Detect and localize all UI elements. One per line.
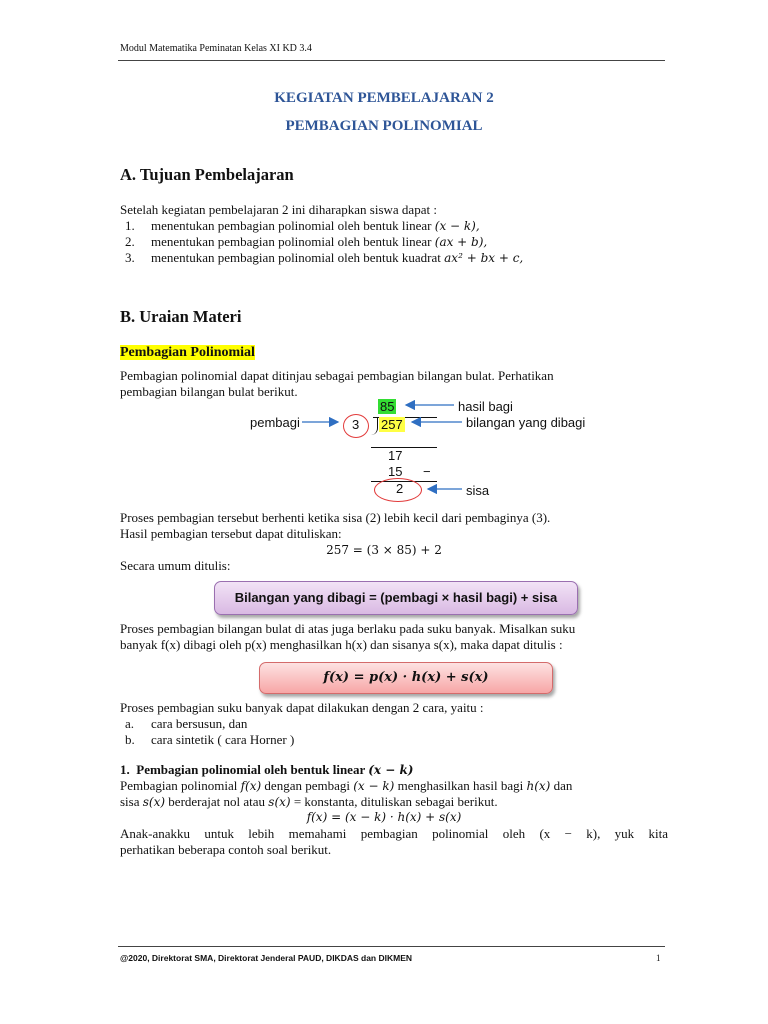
long-division-diagram: [240, 395, 620, 505]
equation-polynomial: f(x) = (x − k) · h(x) + s(x): [306, 810, 462, 824]
header-divider: [118, 60, 665, 61]
paragraph-methods: Proses pembagian suku banyak dapat dilakukan dengan 2 cara, yaitu :: [120, 700, 484, 715]
objective-item: 1. menentukan pembagian polinomial oleh bentuk linear (x − k),: [125, 218, 480, 233]
paragraph-general: Secara umum ditulis:: [120, 558, 231, 573]
step-value: 15: [388, 464, 403, 479]
method-item: a. cara bersusun, dan: [125, 716, 248, 731]
section-a-heading: A. Tujuan Pembelajaran: [120, 165, 294, 184]
label-quotient: hasil bagi: [458, 399, 513, 414]
paragraph-linear-line2: sisa s(x) berderajat nol atau s(x) = konstanta, dituliskan sebagai berikut.: [120, 794, 498, 809]
label-dividend: bilangan yang dibagi: [466, 415, 586, 430]
formula-box-integer: Bilangan yang dibagi = (pembagi × hasil bagi) + sisa: [214, 581, 578, 615]
chapter-title: KEGIATAN PEMBELAJARAN 2: [274, 90, 494, 106]
objectives-intro: Setelah kegiatan pembelajaran 2 ini diharapkan siswa dapat :: [120, 202, 437, 217]
equation-integer: 257 = (3 × 85) + 2: [326, 543, 442, 557]
dividend: 257: [381, 417, 403, 432]
divisor: 3: [352, 417, 360, 432]
division-arrows: [240, 395, 620, 505]
remainder: 2: [396, 481, 404, 496]
page-header: Modul Matematika Peminatan Kelas XI KD 3.4: [120, 43, 312, 54]
objective-item: 2. menentukan pembagian polinomial oleh bentuk linear (ax + b),: [125, 234, 488, 249]
footer-divider: [118, 946, 665, 947]
objective-item: 3. menentukan pembagian polinomial oleh bentuk kuadrat ax² + bx + c,: [125, 250, 524, 265]
quotient: 85: [380, 399, 395, 414]
paragraph-closing-line1: Anak-anakku untuk lebih memahami pembagian polinomial oleh (x − k), yuk kita: [120, 826, 668, 841]
step-value: 17: [388, 448, 403, 463]
paragraph-intro-line1: Pembagian polinomial dapat ditinjau sebagai pembagian bilangan bulat. Perhatikan: [120, 368, 554, 383]
formula-box-polynomial: f(x) = p(x) · h(x) + s(x): [259, 662, 553, 694]
paragraph-stop: Proses pembagian tersebut berhenti ketika sisa (2) lebih kecil dari pembaginya (3).: [120, 510, 551, 525]
chapter-subtitle: PEMBAGIAN POLINOMIAL: [285, 118, 483, 134]
method-item: b. cara sintetik ( cara Horner ): [125, 732, 295, 747]
subsection-heading: 1. Pembagian polinomial oleh bentuk linear (x − k): [120, 762, 414, 777]
label-remainder: sisa: [466, 483, 490, 498]
minus-sign: −: [423, 464, 431, 479]
paragraph-intro-line2: pembagian bilangan bulat berikut.: [120, 384, 298, 399]
subheading: Pembagian Polinomial: [120, 345, 255, 360]
label-divisor: pembagi: [250, 415, 300, 430]
paragraph-result: Hasil pembagian tersebut dapat dituliskan:: [120, 526, 342, 541]
paragraph-polynomial-line1: Proses pembagian bilangan bulat di atas juga berlaku pada suku banyak. Misalkan suku: [120, 621, 576, 636]
paragraph-polynomial-line2: banyak f(x) dibagi oleh p(x) menghasilkan h(x) dan sisanya s(x), maka dapat ditulis :: [120, 637, 563, 652]
paragraph-closing-line2: perhatikan beberapa contoh soal berikut.: [120, 842, 332, 857]
footer-text: @2020, Direktorat SMA, Direktorat Jenderal PAUD, DIKDAS dan DIKMEN: [120, 953, 413, 963]
section-b-heading: B. Uraian Materi: [120, 307, 242, 326]
page-number: 1: [656, 953, 661, 963]
paragraph-linear-line1: Pembagian polinomial f(x) dengan pembagi (x − k) menghasilkan hasil bagi h(x) dan: [120, 778, 573, 793]
